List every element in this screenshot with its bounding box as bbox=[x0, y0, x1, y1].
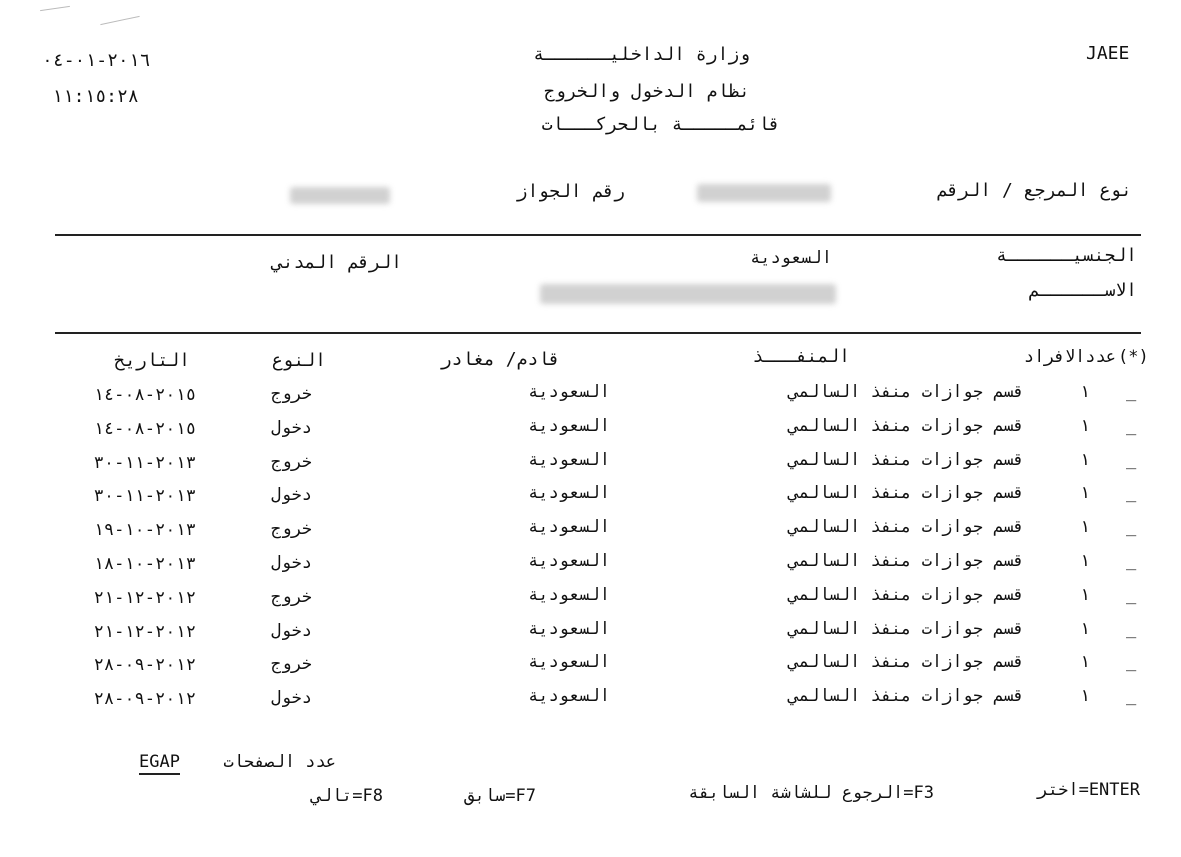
row-type: دخول bbox=[271, 418, 312, 438]
key-f3[interactable]: الرجوع للشاشة السابقة=F3 bbox=[688, 783, 934, 803]
row-date: ٢٠١٢-١٢-٢١ bbox=[93, 588, 196, 608]
row-port: قسم جوازات منفذ السالمي bbox=[788, 517, 1024, 537]
system-title: نظام الدخول والخروج bbox=[544, 81, 750, 102]
civil-id-label: الرقم المدني bbox=[271, 252, 402, 273]
report-time: ١١:١٥:٢٨ bbox=[52, 86, 139, 107]
row-type: دخول bbox=[271, 485, 312, 505]
row-count: ١ bbox=[1079, 483, 1090, 503]
pages-value bbox=[56, 752, 180, 772]
row-count: ١ bbox=[1079, 517, 1090, 537]
pages-value-text: EGAP bbox=[139, 752, 180, 775]
row-select-field[interactable]: _ bbox=[1126, 585, 1137, 605]
divider-bottom bbox=[55, 332, 1141, 334]
row-port: قسم جوازات منفذ السالمي bbox=[788, 551, 1024, 571]
row-port: قسم جوازات منفذ السالمي bbox=[788, 450, 1024, 470]
row-port: قسم جوازات منفذ السالمي bbox=[788, 619, 1024, 639]
row-count: ١ bbox=[1079, 686, 1090, 706]
row-count: ١ bbox=[1079, 619, 1090, 639]
column-select: (*) bbox=[1118, 347, 1149, 367]
report-date: ٢٠١٦-٠١-٠٤ bbox=[42, 50, 151, 71]
name-redacted bbox=[540, 284, 836, 304]
nationality-value: السعودية bbox=[750, 248, 832, 268]
row-select-field[interactable]: _ bbox=[1126, 450, 1137, 470]
row-port: قسم جوازات منفذ السالمي bbox=[788, 483, 1024, 503]
row-arrival-departure: السعودية bbox=[528, 416, 610, 436]
row-type: خروج bbox=[271, 452, 312, 472]
row-date: ٢٠١٣-١٠-١٨ bbox=[93, 554, 196, 574]
report-title: قائمـــــة بالحركـــات bbox=[541, 114, 780, 135]
name-label: الاســــــم bbox=[1028, 280, 1137, 301]
row-select-field[interactable]: _ bbox=[1126, 483, 1137, 503]
key-enter[interactable]: اختر=ENTER bbox=[1037, 780, 1140, 800]
row-date: ٢٠١٥-٠٨-١٤ bbox=[93, 385, 196, 405]
row-select-field[interactable]: _ bbox=[1126, 551, 1137, 571]
row-select-field[interactable]: _ bbox=[1126, 382, 1137, 402]
row-date: ٢٠١٢-٠٩-٢٨ bbox=[93, 655, 196, 675]
row-count: ١ bbox=[1079, 450, 1090, 470]
row-select-field[interactable]: _ bbox=[1126, 686, 1137, 706]
ref-type-label: نوع المرجع / الرقم bbox=[936, 180, 1132, 201]
pages-label: عدد الصفحات bbox=[223, 752, 336, 772]
nationality-label: الجنسيــــــة bbox=[996, 245, 1137, 266]
ref-number-redacted bbox=[697, 184, 831, 202]
divider-top bbox=[55, 234, 1141, 236]
row-date: ٢٠١٢-١٢-٢١ bbox=[93, 622, 196, 642]
row-type: دخول bbox=[271, 621, 312, 641]
row-arrival-departure: السعودية bbox=[528, 585, 610, 605]
row-type: خروج bbox=[271, 587, 312, 607]
row-arrival-departure: السعودية bbox=[528, 686, 610, 706]
row-arrival-departure: السعودية bbox=[528, 382, 610, 402]
row-select-field[interactable]: _ bbox=[1126, 416, 1137, 436]
column-date: التاريخ bbox=[114, 350, 190, 371]
row-date: ٢٠١٣-١٠-١٩ bbox=[93, 520, 196, 540]
passport-number-redacted bbox=[290, 187, 390, 204]
ministry-title: وزارة الداخليــــــة bbox=[533, 44, 750, 65]
row-count: ١ bbox=[1079, 652, 1090, 672]
row-port: قسم جوازات منفذ السالمي bbox=[788, 382, 1024, 402]
row-select-field[interactable]: _ bbox=[1126, 517, 1137, 537]
column-count: عددالافراد bbox=[1023, 347, 1116, 367]
row-count: ١ bbox=[1079, 416, 1090, 436]
row-date: ٢٠١٣-١١-٣٠ bbox=[93, 486, 196, 506]
row-arrival-departure: السعودية bbox=[528, 517, 610, 537]
row-count: ١ bbox=[1079, 585, 1090, 605]
row-port: قسم جوازات منفذ السالمي bbox=[788, 585, 1024, 605]
screen-id: JAEE bbox=[1086, 43, 1130, 64]
row-type: خروج bbox=[271, 519, 312, 539]
row-arrival-departure: السعودية bbox=[528, 483, 610, 503]
column-type: النوع bbox=[271, 350, 326, 371]
row-date: ٢٠١٢-٠٩-٢٨ bbox=[93, 689, 196, 709]
row-arrival-departure: السعودية bbox=[528, 619, 610, 639]
row-port: قسم جوازات منفذ السالمي bbox=[788, 416, 1024, 436]
row-arrival-departure: السعودية bbox=[528, 450, 610, 470]
row-date: ٢٠١٥-٠٨-١٤ bbox=[93, 419, 196, 439]
row-type: دخول bbox=[271, 553, 312, 573]
row-arrival-departure: السعودية bbox=[528, 551, 610, 571]
row-port: قسم جوازات منفذ السالمي bbox=[788, 652, 1024, 672]
row-count: ١ bbox=[1079, 551, 1090, 571]
column-arrival-departure: قادم/ مغادر bbox=[440, 349, 560, 370]
row-select-field[interactable]: _ bbox=[1126, 619, 1137, 639]
row-type: خروج bbox=[271, 654, 312, 674]
row-type: دخول bbox=[271, 688, 312, 708]
row-arrival-departure: السعودية bbox=[528, 652, 610, 672]
row-port: قسم جوازات منفذ السالمي bbox=[788, 686, 1024, 706]
row-date: ٢٠١٣-١١-٣٠ bbox=[93, 453, 196, 473]
row-select-field[interactable]: _ bbox=[1126, 652, 1137, 672]
key-f7[interactable]: سابق=F7 bbox=[464, 786, 536, 806]
row-type: خروج bbox=[271, 384, 312, 404]
row-count: ١ bbox=[1079, 382, 1090, 402]
key-f8[interactable]: تالي=F8 bbox=[311, 786, 383, 806]
passport-label: رقم الجواز bbox=[516, 181, 625, 202]
column-port: المنفـــذ bbox=[752, 346, 850, 367]
